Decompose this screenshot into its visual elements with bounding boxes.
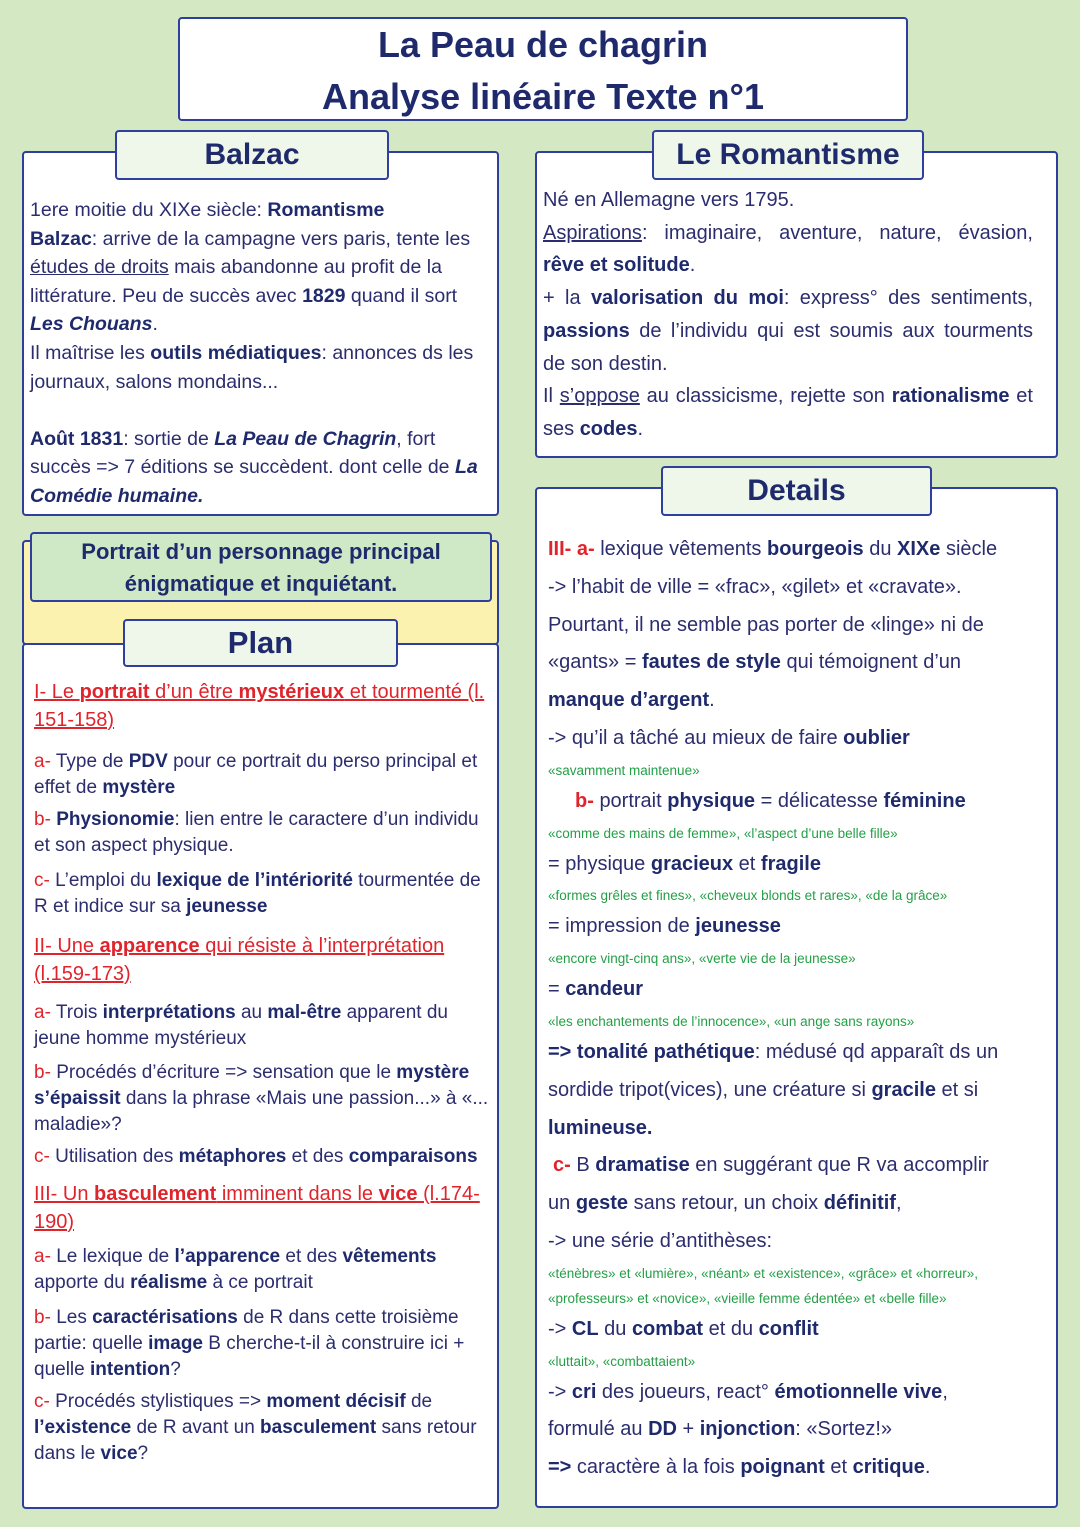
plan-section-II-title: II- Une apparence qui résiste à l’interprétation (l.159-173) (34, 935, 445, 985)
details-heading-text: Details (747, 474, 846, 507)
details-d7: b- portrait physique = délicatesse féminine (575, 789, 966, 812)
plan-Ib: b- Physionomie: lien entre le caractere d’un individu et son aspect physique. (34, 809, 479, 856)
details-quote-1: «savamment maintenue» (548, 762, 700, 778)
plan-heading (123, 619, 398, 667)
details-quote-4: «encore vingt-cinq ans», «verte vie de la jeunesse» (548, 951, 856, 967)
details-d15: un geste sans retour, un choix définitif, (548, 1192, 902, 1215)
plan-box (22, 643, 499, 1509)
balzac-heading (115, 130, 389, 180)
details-d8: = physique gracieux et fragile (548, 852, 821, 875)
plan-content (34, 678, 494, 1467)
page-title (180, 19, 906, 123)
portrait-line-2: énigmatique et inquiétant. (124, 571, 398, 596)
romantisme-box (535, 151, 1058, 458)
balzac-p3: Il maîtrise les outils médiatiques: annonces ds les journaux, salons mondains... (30, 341, 474, 393)
details-quote-8: «luttait», «combattaient» (548, 1353, 696, 1369)
plan-IIIc: c- Procédés stylistiques => moment décisif de l’existence de R avant un basculement sans retour dans le vice? (34, 1391, 477, 1464)
details-d19: formulé au DD + injonction: «Sortez!» (548, 1418, 893, 1441)
details-content (548, 531, 1053, 1487)
romantisme-heading (652, 130, 924, 180)
plan-heading-text: Plan (227, 625, 294, 660)
details-d1: III- a- lexique vêtements bourgeois du XIXe siècle (548, 538, 998, 560)
details-d16: -> une série d’antithèses: (548, 1229, 773, 1252)
balzac-p4: Août 1831: sortie de La Peau de Chagrin, fort succès => 7 éditions se succèdent. dont celle de La Comédie humaine. (30, 427, 478, 507)
portrait-banner (30, 532, 492, 602)
details-quote-3: «formes grêles et fines», «cheveux blonds et rares», «de la grâce» (548, 888, 948, 904)
plan-IIa: a- Trois interprétations au mal-être apparent du jeune homme mystérieux (34, 1002, 448, 1049)
plan-IIc: c- Utilisation des métaphores et des comparaisons (34, 1146, 478, 1167)
details-quote-2: «comme des mains de femme», «l’aspect d’une belle fille» (548, 825, 898, 841)
details-d10: = candeur (548, 978, 644, 1001)
details-quote-5: «les enchantements de l’innocence», «un ange sans rayons» (548, 1013, 915, 1029)
plan-IIIa: a- Le lexique de l’apparence et des vêtements apporte du réalisme à ce portrait (34, 1246, 437, 1293)
romantisme-l1: Né en Allemagne vers 1795. (543, 189, 795, 211)
details-quote-6: «ténèbres» et «lumière», «néant» et «existence», «grâce» et «horreur», (548, 1265, 979, 1281)
plan-section-I-title: I- Le portrait d’un être mystérieux et tourmenté (l. 151-158) (34, 681, 485, 731)
balzac-p1: 1ere moitie du XIXe siècle: Romantisme (30, 199, 385, 221)
details-d6: -> qu’il a tâché au mieux de faire oublier (548, 726, 910, 749)
details-d11: => tonalité pathétique: médusé qd apparaît ds un (548, 1040, 999, 1063)
plan-IIb: b- Procédés d’écriture => sensation que le mystère s’épaissit dans la phrase «Mais une passion...» à «... maladie»? (34, 1062, 489, 1135)
details-box (535, 487, 1058, 1508)
details-d18: -> cri des joueurs, react° émotionnelle vive, (548, 1380, 948, 1403)
balzac-content (30, 196, 492, 511)
portrait-line-1: Portrait d’un personnage principal (81, 539, 441, 564)
details-d13: lumineuse. (548, 1116, 653, 1139)
details-d5: manque d’argent. (548, 689, 715, 712)
details-d17: -> CL du combat et du conflit (548, 1317, 819, 1340)
romantisme-l4: Il s’oppose au classicisme, rejette son rationalisme et ses codes. (543, 385, 1033, 440)
plan-IIIb: b- Les caractérisations de R dans cette troisième partie: quelle image B cherche-t-il à construire ici + quelle intention? (34, 1307, 465, 1380)
details-d14: c- B dramatise en suggérant que R va accomplir (553, 1154, 989, 1177)
details-d2: -> l’habit de ville = «frac», «gilet» et «cravate». (548, 575, 962, 598)
plan-Ic: c- L’emploi du lexique de l’intériorité tourmentée de R et indice sur sa jeunesse (34, 870, 481, 917)
title-box (178, 17, 908, 121)
details-d4: «gants» = fautes de style qui témoignent d’un (548, 651, 962, 674)
details-d9: = impression de jeunesse (548, 915, 781, 938)
romantisme-l3: + la valorisation du moi: express° des sentiments, passions de l’individu qui est soumis aux tourments de son destin. (543, 287, 1034, 375)
plan-section-III-title: III- Un basculement imminent dans le vice (l.174-190) (34, 1183, 480, 1233)
romantisme-heading-text: Le Romantisme (676, 138, 900, 171)
balzac-p2: Balzac: arrive de la campagne vers paris, tente les études de droits mais abandonne au profit de la littérature. Peu de succès avec 1829 quand il sort Les Chouans. (30, 227, 471, 336)
details-quote-7: «professeurs» et «novice», «vieille femme édentée» et «belle fille» (548, 1290, 947, 1306)
plan-Ia: a- Type de PDV pour ce portrait du perso principal et effet de mystère (34, 751, 478, 798)
details-d12: sordide tripot(vices), une créature si gracile et si (548, 1078, 979, 1101)
title-line-2: Analyse linéaire Texte n°1 (322, 76, 764, 117)
romantisme-l2: Aspirations: imaginaire, aventure, nature, évasion, rêve et solitude. (543, 221, 1033, 277)
romantisme-content (543, 184, 1033, 446)
details-d3: Pourtant, il ne semble pas porter de «linge» ni de (548, 613, 984, 636)
title-line-1: La Peau de chagrin (377, 24, 709, 65)
balzac-spacer (30, 396, 492, 425)
balzac-heading-text: Balzac (204, 138, 300, 171)
details-d20: => caractère à la fois poignant et critique. (548, 1456, 931, 1479)
balzac-box (22, 151, 499, 516)
details-heading (661, 466, 932, 516)
